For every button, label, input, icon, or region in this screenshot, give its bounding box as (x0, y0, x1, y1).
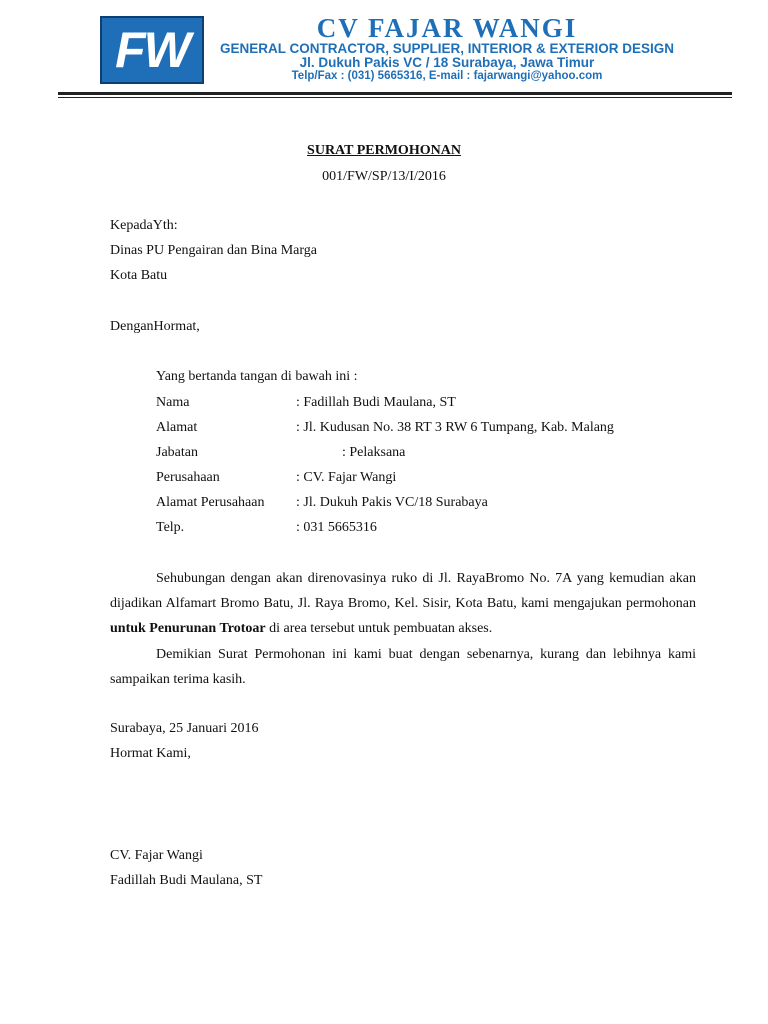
field-label: Alamat (156, 420, 198, 435)
recipient-label: KepadaYth: (110, 218, 178, 233)
signature-company: CV. Fajar Wangi (110, 848, 203, 863)
company-logo (100, 16, 204, 84)
letter-title: SURAT PERMOHONAN (307, 143, 461, 158)
body-paragraph-2 (110, 642, 696, 692)
field-row (156, 520, 377, 536)
field-row (156, 395, 456, 411)
closing: Hormat Kami, (110, 746, 191, 761)
company-name: CV FAJAR WANGI (316, 13, 578, 43)
body-paragraph-1 (110, 566, 696, 641)
field-row (156, 470, 397, 486)
header-rule-thin (58, 97, 732, 98)
field-row (156, 495, 488, 511)
company-tagline: GENERAL CONTRACTOR, SUPPLIER, INTERIOR & EXTERIOR DESIGN (219, 41, 675, 56)
header-rule-thick (58, 92, 732, 95)
field-label: Perusahaan (156, 470, 220, 485)
company-address: Jl. Dukuh Pakis VC / 18 Surabaya, Jawa Timur (299, 55, 595, 70)
field-label: Alamat Perusahaan (156, 495, 265, 510)
recipient-line-1: Dinas PU Pengairan dan Bina Marga (110, 243, 317, 258)
company-contact: Telp/Fax : (031) 5665316, E-mail : fajarwangi@yahoo.com (291, 70, 603, 82)
salutation: DenganHormat, (110, 319, 200, 334)
field-label: Telp. (156, 520, 185, 535)
body-paragraph-2-text: Demikian Surat Permohonan ini kami buat dengan sebenarnya, kurang dan lebihnya kami sampaikan terima kasih. (110, 647, 696, 687)
field-value: : Jl. Kudusan No. 38 RT 3 RW 6 Tumpang, Kab. Malang (296, 420, 614, 435)
intro-line: Yang bertanda tangan di bawah ini : (156, 369, 358, 384)
logo-text: FW (115, 22, 189, 78)
field-value: : 031 5665316 (296, 520, 377, 535)
field-value: : Jl. Dukuh Pakis VC/18 Surabaya (296, 495, 488, 510)
field-row (156, 420, 614, 436)
letter-number: 001/FW/SP/13/I/2016 (322, 169, 446, 184)
recipient-line-2: Kota Batu (110, 268, 168, 283)
body-paragraph-1-end: di area tersebut untuk pembuatan akses. (265, 621, 493, 636)
place-date: Surabaya, 25 Januari 2016 (110, 721, 259, 736)
field-label: Jabatan (156, 445, 198, 460)
body-paragraph-1-emphasis: untuk Penurunan Trotoar (110, 621, 266, 636)
field-label: Nama (156, 395, 190, 410)
field-value: : Fadillah Budi Maulana, ST (296, 395, 456, 410)
field-row (156, 445, 406, 461)
letterhead-text-block (216, 14, 678, 86)
signature-name: Fadillah Budi Maulana, ST (110, 873, 263, 888)
field-value: : Pelaksana (342, 445, 406, 460)
field-value: : CV. Fajar Wangi (296, 470, 397, 485)
body-paragraph-1-text: Sehubungan dengan akan direnovasinya ruko di Jl. RayaBromo No. 7A yang kemudian akan dijadikan Alfamart Bromo Batu, Jl. Raya Bromo, Kel. Sisir, Kota Batu, kami mengajukan permohonan (110, 571, 696, 611)
letterhead (100, 14, 680, 86)
